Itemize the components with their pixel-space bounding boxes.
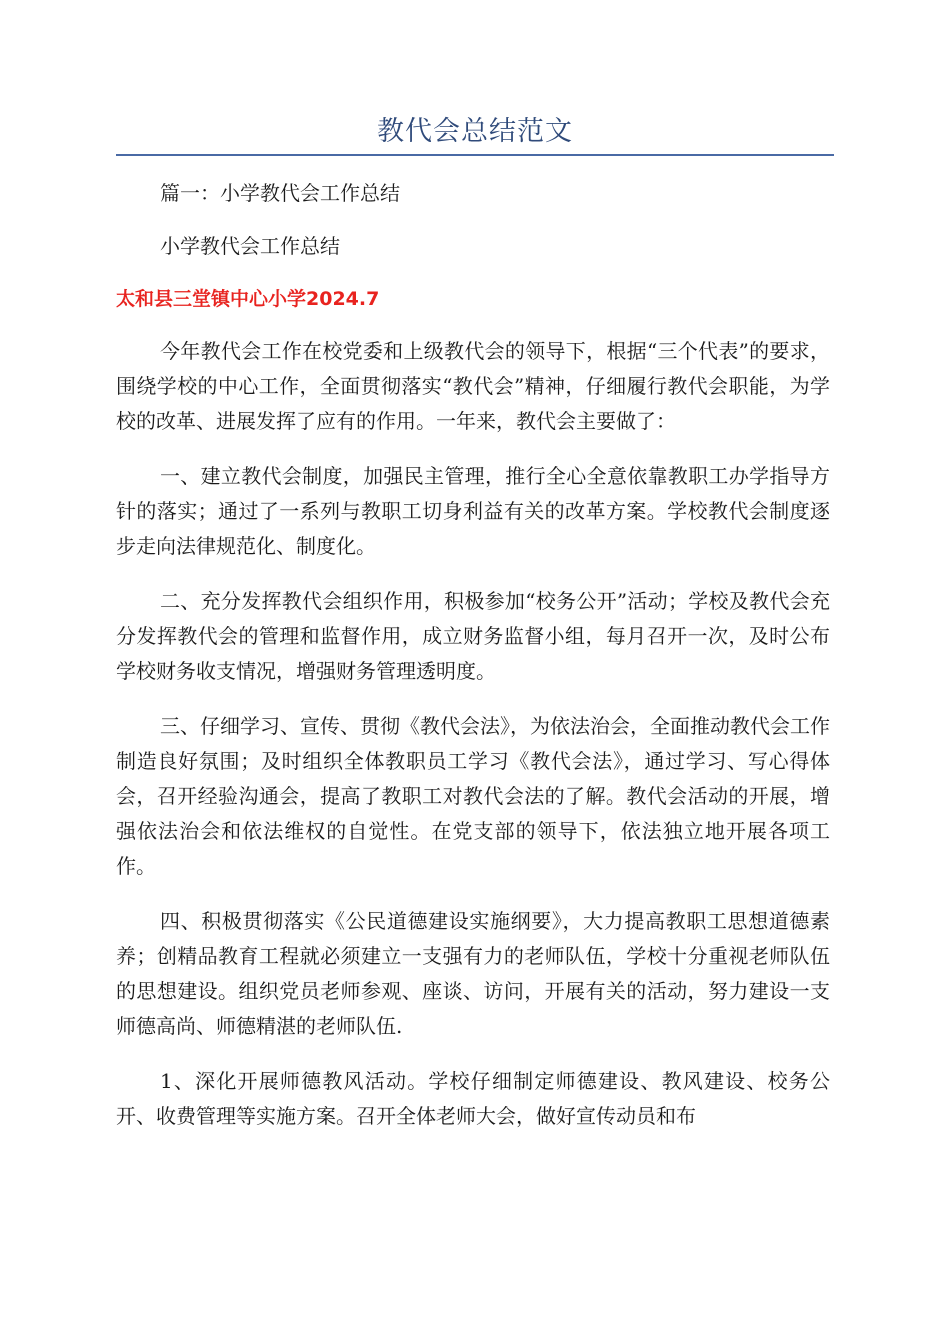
paragraph-intro: 今年教代会工作在校党委和上级教代会的领导下，根据“三个代表”的要求，围绕学校的中心工作，全面贯彻落实“教代会”精神，仔细履行教代会职能，为学校的改革、进展发挥了应有的作用。一年来，教代会主要做了： <box>116 339 830 433</box>
section-title: 篇一：小学教代会工作总结 <box>160 181 400 205</box>
document-title: 教代会总结范文 <box>377 116 573 147</box>
document-body <box>116 176 830 1134</box>
paragraph-5: 1、深化开展师德教风活动。学校仔细制定师德建设、教风建设、校务公开、收费管理等实施方案。召开全体老师大会，做好宣传动员和布 <box>116 1069 830 1128</box>
paragraph-2: 二、充分发挥教代会组织作用，积极参加“校务公开”活动；学校及教代会充分发挥教代会的管理和监督作用，成立财务监督小组，每月召开一次，及时公布学校财务收支情况，增强财务管理透明度。 <box>116 589 830 683</box>
title-underline <box>116 154 834 156</box>
section-subtitle: 小学教代会工作总结 <box>160 234 340 258</box>
paragraph-3: 三、仔细学习、宣传、贯彻《教代会法》，为依法治会，全面推动教代会工作制造良好氛围；及时组织全体教职员工学习《教代会法》，通过学习、写心得体会，召开经验沟通会，提高了教职工对教代会法的了解。教代会活动的开展，增强依法治会和依法维权的自觉性。在党支部的领导下，依法独立地开展各项工作。 <box>116 714 830 878</box>
paragraph-1: 一、建立教代会制度，加强民主管理，推行全心全意依靠教职工办学指导方针的落实；通过了一系列与教职工切身利益有关的改革方案。学校教代会制度逐步走向法律规范化、制度化。 <box>116 464 830 558</box>
paragraph-4: 四、积极贯彻落实《公民道德建设实施纲要》，大力提高教职工思想道德素养；创精品教育工程就必须建立一支强有力的老师队伍，学校十分重视老师队伍的思想建设。组织党员老师参观、座谈、访问，开展有关的活动，努力建设一支师德高尚、师德精湛的老师队伍. <box>116 909 830 1038</box>
school-date-line: 太和县三堂镇中心小学2024.7 <box>116 288 380 310</box>
